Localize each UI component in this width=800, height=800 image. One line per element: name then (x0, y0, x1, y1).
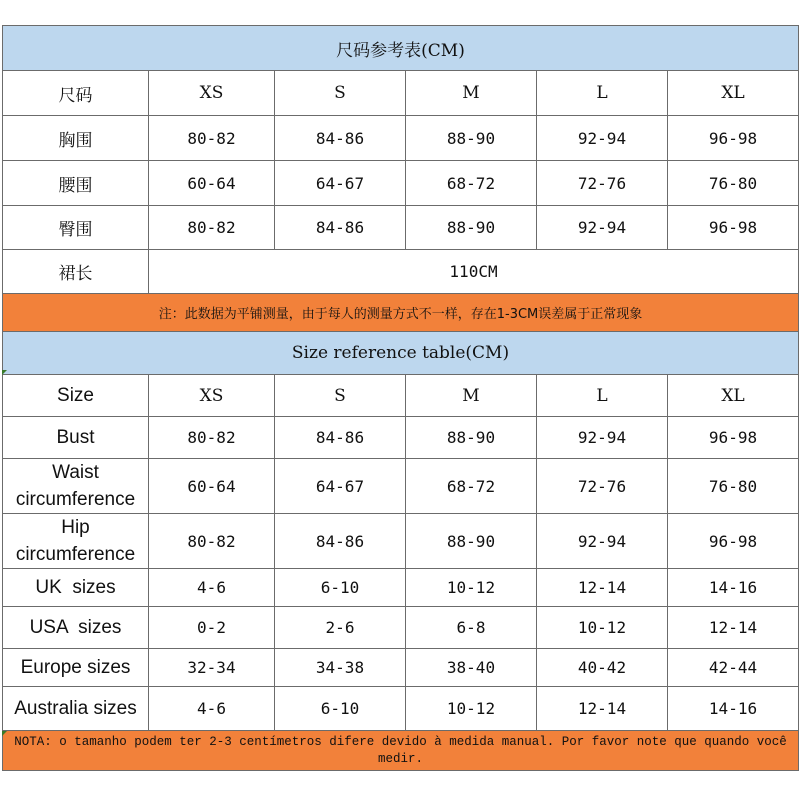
en-cell: 84-86 (275, 514, 406, 569)
en-cell: 84-86 (275, 417, 406, 459)
cn-row-length (3, 250, 799, 294)
en-cell: 14-16 (668, 687, 799, 731)
cn-cell: 88-90 (406, 116, 537, 161)
en-cell: 76-80 (668, 459, 799, 514)
en-row-label: Hip circumference (3, 514, 149, 569)
en-cell: 34-38 (275, 649, 406, 687)
size-chart-table (2, 25, 799, 771)
en-cell: 88-90 (406, 514, 537, 569)
en-cell: 72-76 (537, 459, 668, 514)
cn-header-size-label: 尺码 (3, 71, 149, 116)
en-row-australia (3, 687, 799, 731)
cn-header-l: L (537, 71, 668, 116)
cn-cell: 68-72 (406, 161, 537, 206)
en-row-europe (3, 649, 799, 687)
en-cell: 6-8 (406, 607, 537, 649)
en-row-label: Bust (3, 417, 149, 459)
cn-note: 注：此数据为平铺测量，由于每人的测量方式不一样，存在1-3CM误差属于正常现象 (3, 294, 799, 332)
cn-cell: 80-82 (149, 206, 275, 250)
en-cell: 6-10 (275, 569, 406, 607)
cn-note-row (3, 294, 799, 332)
cn-row-bust (3, 116, 799, 161)
en-row-label: UK sizes (3, 569, 149, 607)
en-header-size-label: Size (3, 375, 149, 417)
en-cell: 88-90 (406, 417, 537, 459)
en-cell: 96-98 (668, 417, 799, 459)
en-header-s: S (275, 375, 406, 417)
cn-row-label: 胸围 (3, 116, 149, 161)
en-cell: 10-12 (537, 607, 668, 649)
cn-title-row (3, 26, 799, 71)
en-note-row (3, 731, 799, 771)
en-cell: 92-94 (537, 514, 668, 569)
en-cell: 80-82 (149, 514, 275, 569)
cn-header-row (3, 71, 799, 116)
cn-cell: 96-98 (668, 206, 799, 250)
en-row-label: Waist circumference (3, 459, 149, 514)
cn-header-s: S (275, 71, 406, 116)
cell-comment-marker (2, 370, 7, 375)
en-cell: 14-16 (668, 569, 799, 607)
en-row-waist (3, 459, 799, 514)
cn-row-waist (3, 161, 799, 206)
cn-cell: 88-90 (406, 206, 537, 250)
en-cell: 10-12 (406, 569, 537, 607)
cn-length-value: 110CM (149, 250, 799, 294)
en-cell: 4-6 (149, 569, 275, 607)
en-cell: 40-42 (537, 649, 668, 687)
en-cell: 80-82 (149, 417, 275, 459)
cn-cell: 92-94 (537, 116, 668, 161)
en-title-row (3, 332, 799, 375)
en-row-label: USA sizes (3, 607, 149, 649)
en-cell: 68-72 (406, 459, 537, 514)
en-header-row (3, 375, 799, 417)
en-cell: 10-12 (406, 687, 537, 731)
en-cell: 38-40 (406, 649, 537, 687)
en-cell: 64-67 (275, 459, 406, 514)
cn-table-title: 尺码参考表(CM) (3, 26, 799, 71)
cn-cell: 76-80 (668, 161, 799, 206)
en-row-uk (3, 569, 799, 607)
cn-row-label: 腰围 (3, 161, 149, 206)
en-cell: 2-6 (275, 607, 406, 649)
en-cell: 4-6 (149, 687, 275, 731)
cn-cell: 92-94 (537, 206, 668, 250)
en-row-hip (3, 514, 799, 569)
cn-cell: 80-82 (149, 116, 275, 161)
en-cell: 12-14 (537, 569, 668, 607)
en-cell: 6-10 (275, 687, 406, 731)
cn-header-xl: XL (668, 71, 799, 116)
cn-header-xs: XS (149, 71, 275, 116)
cell-comment-marker (2, 731, 7, 736)
en-cell: 12-14 (537, 687, 668, 731)
cn-cell: 64-67 (275, 161, 406, 206)
cn-cell: 60-64 (149, 161, 275, 206)
en-header-xl: XL (668, 375, 799, 417)
cn-cell: 84-86 (275, 116, 406, 161)
cn-cell: 72-76 (537, 161, 668, 206)
en-cell: 42-44 (668, 649, 799, 687)
en-cell: 0-2 (149, 607, 275, 649)
en-cell: 32-34 (149, 649, 275, 687)
en-cell: 12-14 (668, 607, 799, 649)
en-cell: 60-64 (149, 459, 275, 514)
en-note: NOTA: o tamanho podem ter 2-3 centímetros difere devido à medida manual. Por favor note que quando você medir. (3, 731, 799, 771)
en-table-title: Size reference table(CM) (3, 332, 799, 375)
cn-row-label: 裙长 (3, 250, 149, 294)
en-header-l: L (537, 375, 668, 417)
en-cell: 92-94 (537, 417, 668, 459)
en-header-m: M (406, 375, 537, 417)
en-row-label: Europe sizes (3, 649, 149, 687)
cn-cell: 96-98 (668, 116, 799, 161)
en-cell: 96-98 (668, 514, 799, 569)
cn-header-m: M (406, 71, 537, 116)
cn-row-hip (3, 206, 799, 250)
en-row-bust (3, 417, 799, 459)
cn-cell: 84-86 (275, 206, 406, 250)
en-row-usa (3, 607, 799, 649)
en-row-label: Australia sizes (3, 687, 149, 731)
en-header-xs: XS (149, 375, 275, 417)
cn-row-label: 臀围 (3, 206, 149, 250)
